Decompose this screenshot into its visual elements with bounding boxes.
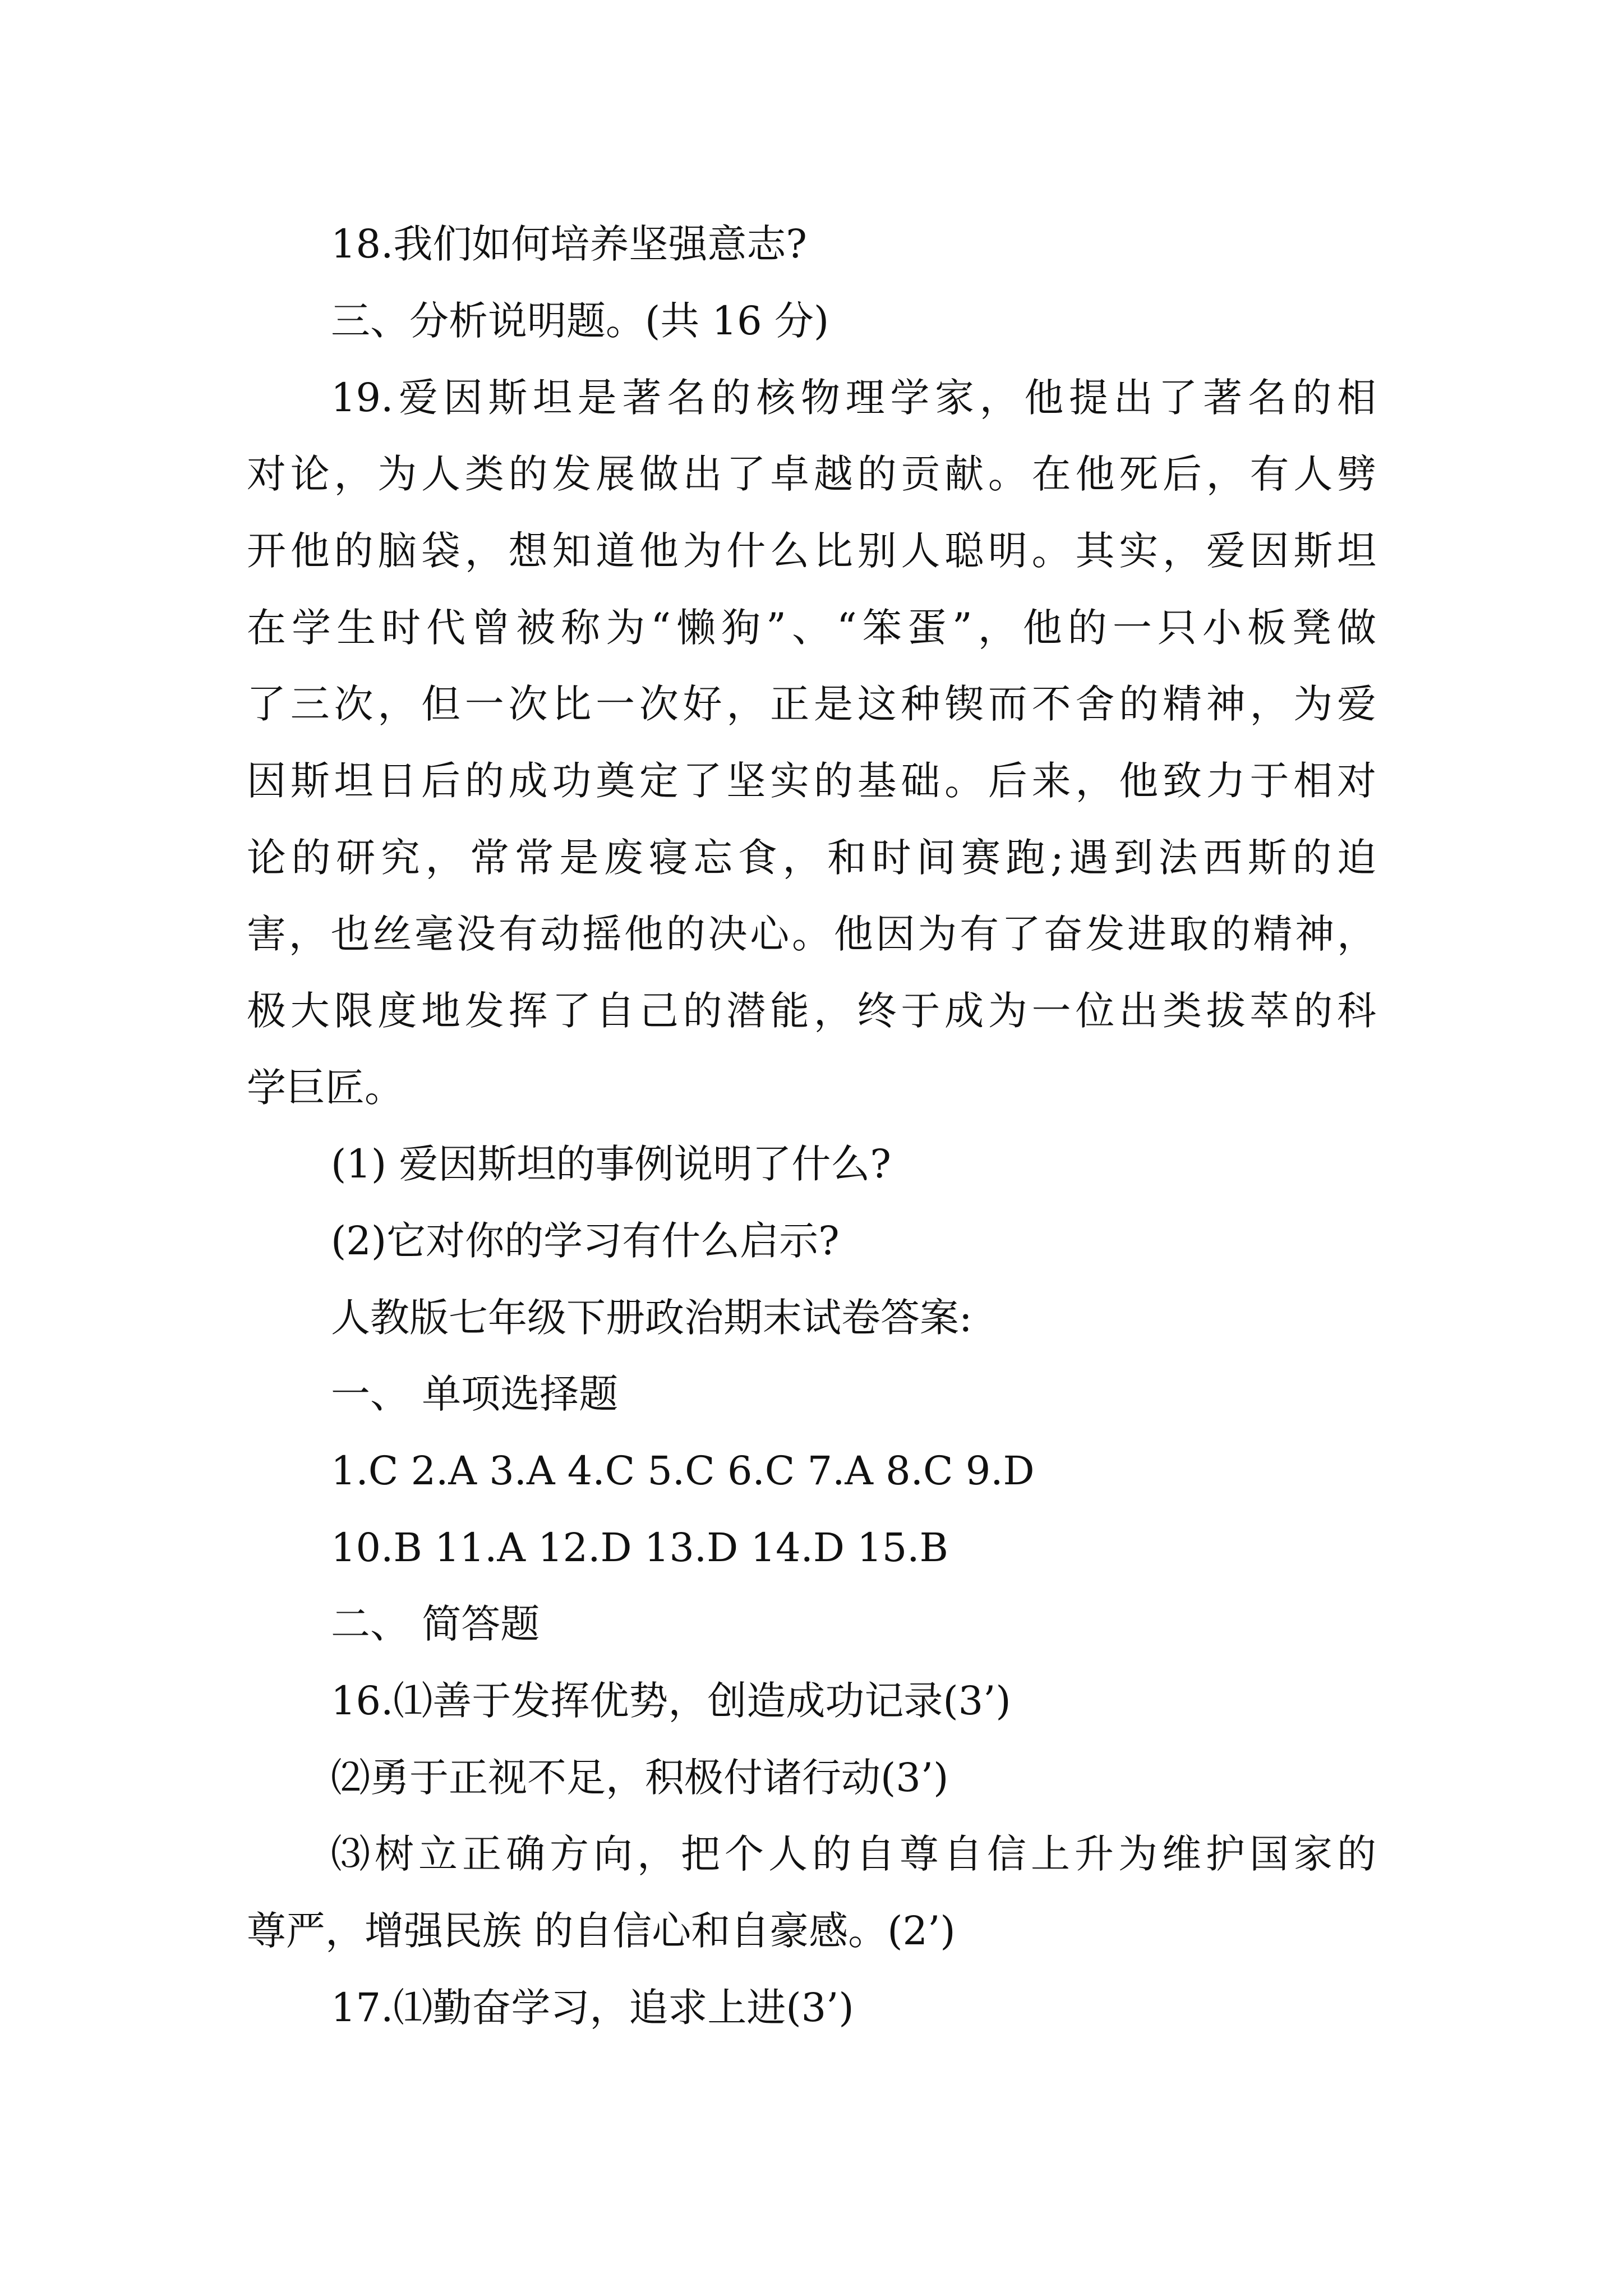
answer-16-3-line: ⑶树立正确方向，把个人的自尊自信上升为维护国家的 <box>331 1831 1376 1877</box>
question-19-line: 在学生时代曾被称为“懒狗”、“笨蛋”，他的一只小板凳做 <box>247 605 1376 651</box>
question-19-sub-1: (1) 爱因斯坦的事例说明了什么? <box>331 1141 891 1187</box>
question-19-sub-2: (2)它对你的学习有什么启示? <box>331 1218 840 1264</box>
answers-section-2-title: 二、 简答题 <box>331 1601 540 1647</box>
question-19-line: 因斯坦日后的成功奠定了坚实的基础。后来，他致力于相对 <box>247 758 1376 804</box>
answers-title: 人教版七年级下册政治期末试卷答案: <box>331 1295 972 1341</box>
question-19-line: 对论，为人类的发展做出了卓越的贡献。在他死后，有人劈 <box>247 451 1376 497</box>
question-19-line: 害，也丝毫没有动摇他的决心。他因为有了奋发进取的精神， <box>247 911 1376 957</box>
answer-16-1: 16.⑴善于发挥优势，创造成功记录(3’) <box>331 1678 1011 1724</box>
answer-16-2: ⑵勇于正视不足，积极付诸行动(3’) <box>331 1755 949 1801</box>
answers-section-1-title: 一、 单项选择题 <box>331 1371 619 1417</box>
question-19-line: 学巨匠。 <box>247 1065 404 1111</box>
section-3-title: 三、分析说明题。(共 16 分) <box>331 298 829 344</box>
question-19-line: 极大限度地发挥了自己的潜能，终于成为一位出类拔萃的科 <box>247 988 1376 1034</box>
question-19-line: 19.爱因斯坦是著名的核物理学家，他提出了著名的相 <box>331 375 1376 421</box>
mc-answers-row-2: 10.B 11.A 12.D 13.D 14.D 15.B <box>331 1525 948 1571</box>
question-19-line: 了三次，但一次比一次好，正是这种锲而不舍的精神，为爱 <box>247 681 1376 727</box>
answer-16-3-line: 尊严，增强民族 的自信心和自豪感。(2’) <box>247 1908 956 1954</box>
question-18: 18.我们如何培养坚强意志? <box>331 221 807 267</box>
question-19-line: 开他的脑袋，想知道他为什么比别人聪明。其实，爱因斯坦 <box>247 528 1376 574</box>
mc-answers-row-1: 1.C 2.A 3.A 4.C 5.C 6.C 7.A 8.C 9.D <box>331 1448 1035 1494</box>
question-19-line: 论的研究，常常是废寝忘食，和时间赛跑;遇到法西斯的迫 <box>247 835 1376 881</box>
answer-17-1: 17.⑴勤奋学习，追求上进(3’) <box>331 1985 854 2031</box>
